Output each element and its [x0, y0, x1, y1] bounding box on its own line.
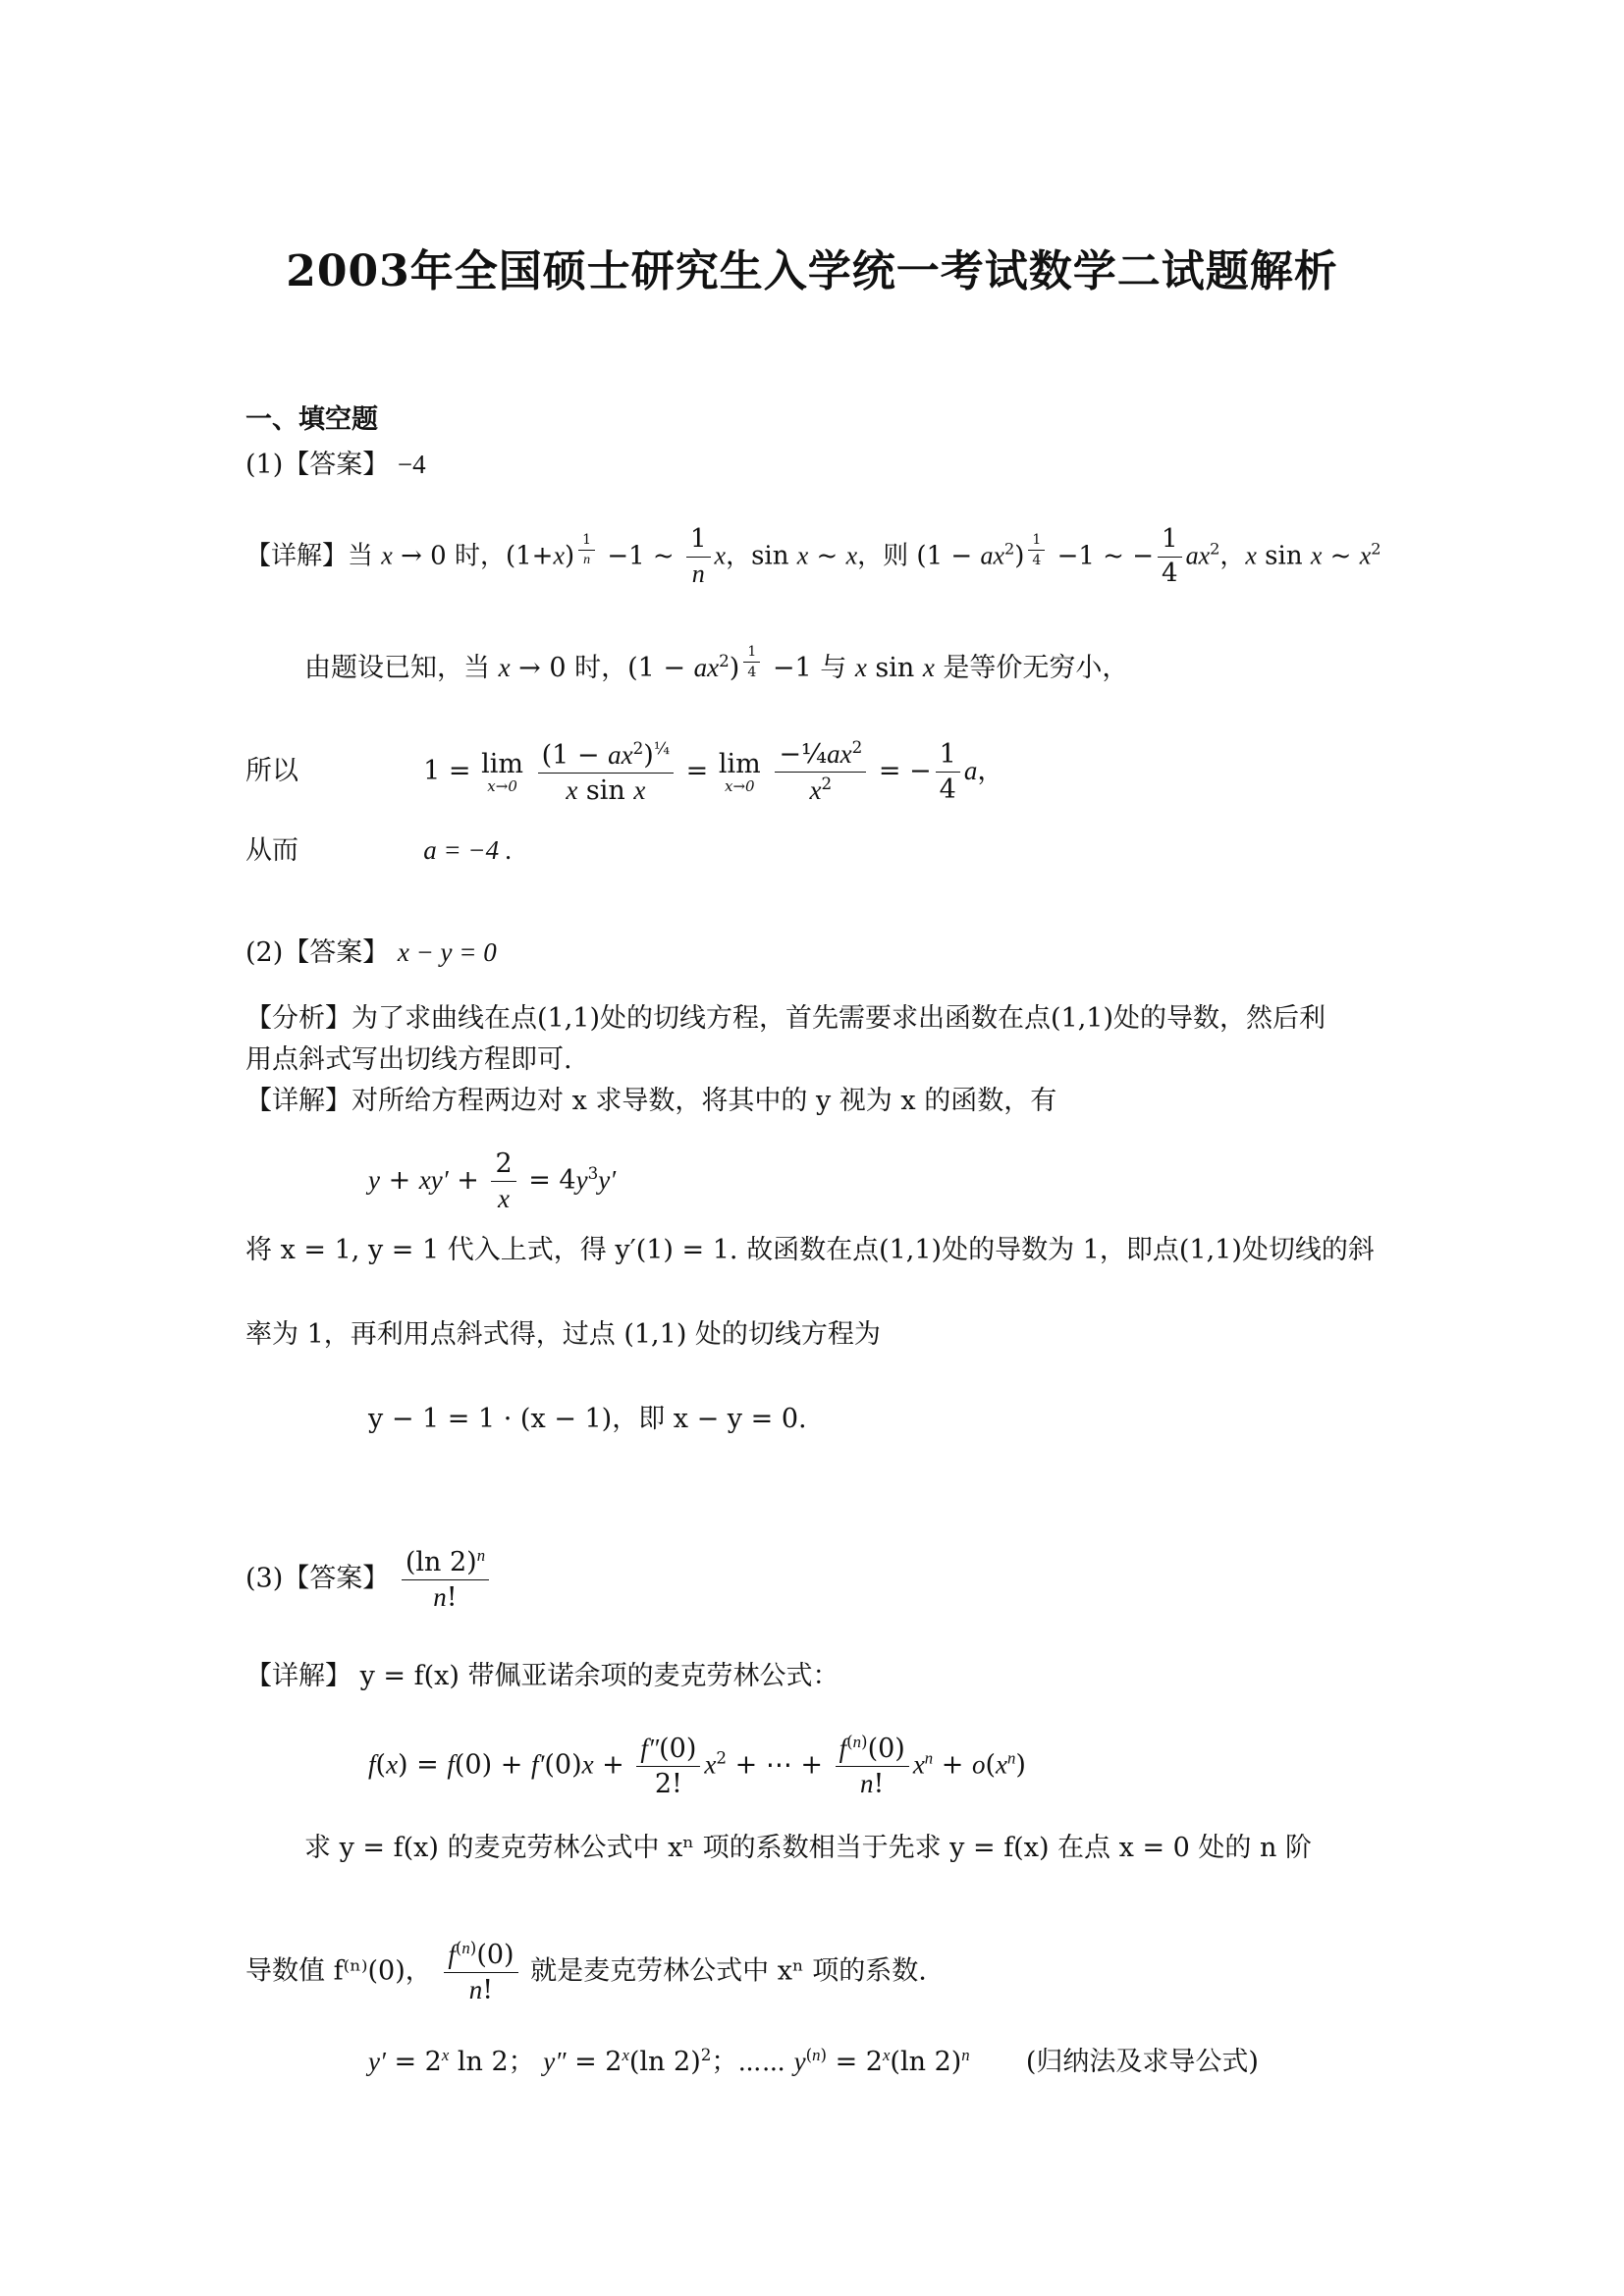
q2-answer-label: (2)【答案】: [245, 937, 390, 968]
q3-deriv-note: (归纳法及求导公式): [1025, 2047, 1259, 2077]
q2-substitution-line: 将 x = 1, y = 1 代入上式，得 y′(1) = 1. 故函数在点(1,1)处的导数为 1，即点(1,1)处切线的斜: [245, 1235, 1375, 1265]
q3-answer-label: (3)【答案】: [245, 1563, 390, 1594]
q2-answer-value: x − y = 0: [397, 937, 497, 967]
q3-maclaurin-formula: f(x) = f(0) + f′(0)x + $\frac{f''(0)}{2!}$ $x^2$ + ⋯ + $\frac{f^{(n)}(0)}{n!}$ $x^n + o(x^n)$: [368, 1732, 1026, 1800]
q3-derivatives-line: $y' = 2^x$ ln 2； $y'' = 2^x(\ln$ 2)$^2$；⋯⋯ $y^{(n)} = 2^x(\ln$ 2)$^n$ (归纳法及求导公式): [368, 2045, 1259, 2077]
q3-derivative-value-line: 导数值 f⁽ⁿ⁾(0)， $\frac{f^{(n)}(0)}{n!}$ 就是麦克劳林公式中 xⁿ 项的系数.: [245, 1938, 927, 2006]
q1-so-label: 所以: [245, 756, 298, 787]
q1-equivalence-line: 由题设已知，当 x → 0 时，$(1 - ax^2)$ $^{\frac{1}{4}}$ −1 与 x sin x 是等价无穷小，: [304, 643, 1129, 683]
q2-analysis-text: 为了求曲线在点(1,1)处的切线方程，首先需要求出函数在点(1,1)处的导数，然后利: [352, 1003, 1326, 1034]
q1-detail-label: 【详解】: [245, 541, 349, 571]
q1-answer-line: [245, 447, 426, 483]
q3-line3b: 就是麦克劳林公式中 xⁿ 项的系数.: [530, 1955, 927, 1987]
q1-result-equation: a = −4 .: [423, 835, 513, 865]
q3-answer-line: [245, 1546, 493, 1613]
q3-coefficient-line: 求 y = f(x) 的麦克劳林公式中 xⁿ 项的系数相当于先求 y = f(x) 在点 x = 0 处的 n 阶: [304, 1833, 1312, 1863]
q1-detail-line: 【详解】当 x → 0 时，(1+x) $^{\frac{1}{n}}$ −1 ~ $\frac{1}{n}$ x，sin x ~ x，则 $(1 - ax^2)$ $^{\frac{1}{4}}$ −1 ~ − $\frac{1}{4}$ $ax^2$，x sin x ~ $x^2$: [245, 524, 1381, 588]
q1-limit-line: 所以 1 = lim x→0 $\frac{(1 - ax^2)^{\frac{1}{4}}}{\text{x sin x}}$ = lim x→0 $\frac{-\frac{1}{4}ax^2}{x^2}$ = − $\frac{1}{4}$ a，: [245, 737, 1004, 806]
q2-detail-label: 【详解】: [245, 1086, 352, 1116]
q1-result-line: [245, 832, 513, 869]
q2-tangent-equation: y − 1 = 1 · (x − 1)，即 x − y = 0.: [368, 1404, 807, 1434]
q3-line3a: 导数值 f⁽ⁿ⁾(0)，: [245, 1955, 432, 1987]
q2-analysis-line-2: 用点斜式写出切线方程即可.: [245, 1044, 572, 1075]
q3-answer-fraction: $\frac{(\ln 2)^n}{n!}$: [402, 1546, 489, 1613]
q2-detail-text: 对所给方程两边对 x 求导数，将其中的 y 视为 x 的函数，有: [352, 1086, 1057, 1116]
q3-detail-label: 【详解】: [245, 1661, 352, 1691]
q1-thus-label: 从而: [245, 835, 298, 866]
q2-answer-line: [245, 934, 497, 971]
q2-detail-line: [245, 1084, 1056, 1119]
q1-answer-value: −4: [397, 450, 426, 479]
q2-derivative-equation: y + xy′ + $\frac{2}{x}$ = $4y^3y'$: [368, 1148, 617, 1214]
q3-detail-line: [245, 1659, 839, 1694]
page-title: 2003年全国硕士研究生入学统一考试数学二试题解析: [286, 246, 1338, 296]
q2-analysis-label: 【分析】: [245, 1003, 352, 1034]
q3-detail-text: y = f(x) 带佩亚诺余项的麦克劳林公式：: [359, 1661, 839, 1691]
q2-slope-line: 率为 1，再利用点斜式得，过点 (1,1) 处的切线方程为: [245, 1319, 881, 1350]
q2-analysis-line: [245, 1001, 1326, 1037]
q1-answer-label: (1)【答案】: [245, 450, 390, 480]
section-heading: 一、填空题: [245, 404, 378, 435]
